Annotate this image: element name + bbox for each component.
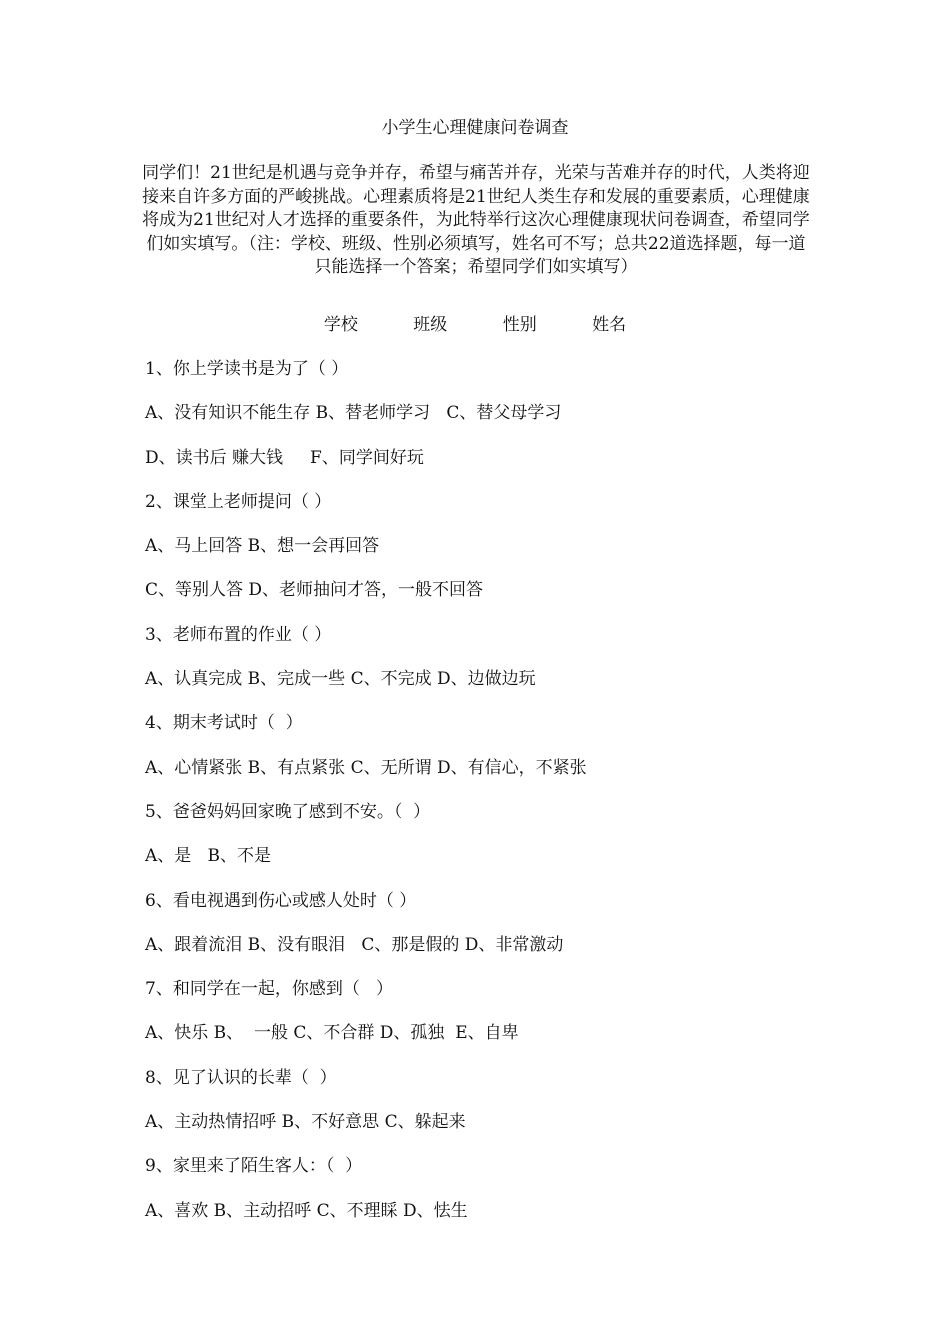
- question-line: 3、老师布置的作业（ ）: [145, 624, 332, 645]
- field-school-label: 学校: [323, 315, 358, 335]
- answer-options-line: A、没有知识不能生存 B、替老师学习 C、替父母学习: [145, 403, 562, 424]
- answer-options-line: A、跟着流泪 B、没有眼泪 C、那是假的 D、非常激动: [145, 934, 564, 955]
- field-gender-label: 性别: [502, 315, 537, 335]
- question-line: 9、家里来了陌生客人：（ ）: [145, 1156, 363, 1177]
- intro-paragraph: 同学们！21世纪是机遇与竞争并存，希望与痛苦并存，光荣与苦难并存的时代，人类将迎接来自许多方面的严峻挑战。心理素质将是21世纪人类生存和发展的重要素质，心理健康将成为21世纪对人才选择的重要条件，为此特举行这次心理健康现状问卷调查，希望同学们如实填写。（注：学校、班级、性别必须填写，姓名可不写；总共22道选择题，每一道只能选择一个答案；希望同学们如实填写）: [142, 163, 810, 277]
- question-line: 6、看电视遇到伤心或感人处时（ ）: [145, 890, 417, 911]
- question-line: 2、课堂上老师提问（ ）: [145, 491, 332, 512]
- question-line: 4、期末考试时（ ）: [145, 713, 303, 734]
- answer-options-line: A、马上回答 B、想一会再回答: [145, 536, 380, 557]
- question-line: 1、你上学读书是为了（ ）: [145, 359, 349, 379]
- question-line: 7、和同学在一起，你感到（ ）: [145, 979, 394, 1000]
- answer-options-line: A、是 B、不是: [145, 846, 271, 867]
- answer-options-line: D、读书后 赚大钱 F、同学间好玩: [145, 447, 424, 468]
- document-title: 小学生心理健康问卷调查: [381, 118, 569, 138]
- field-name-label: 姓名: [592, 315, 627, 335]
- question-line: 5、爸爸妈妈回家晚了感到不安。（ ）: [145, 801, 431, 822]
- info-fields-row: [0, 313, 950, 337]
- answer-options-line: A、主动热情招呼 B、不好意思 C、躲起来: [145, 1112, 466, 1133]
- answer-options-line: A、快乐 B、 一般 C、不合群 D、孤独 E、自卑: [145, 1023, 519, 1044]
- answer-options-line: A、心情紧张 B、有点紧张 C、无所谓 D、有信心，不紧张: [145, 757, 587, 778]
- question-line: 8、见了认识的长辈（ ）: [145, 1067, 337, 1088]
- answer-options-line: C、等别人答 D、老师抽问才答，一般不回答: [145, 580, 484, 601]
- answer-options-line: A、认真完成 B、完成一些 C、不完成 D、边做边玩: [145, 669, 536, 690]
- field-class-label: 班级: [413, 315, 448, 335]
- question-list: [145, 357, 845, 1243]
- answer-options-line: A、喜欢 B、主动招呼 C、不理睬 D、怯生: [145, 1200, 468, 1221]
